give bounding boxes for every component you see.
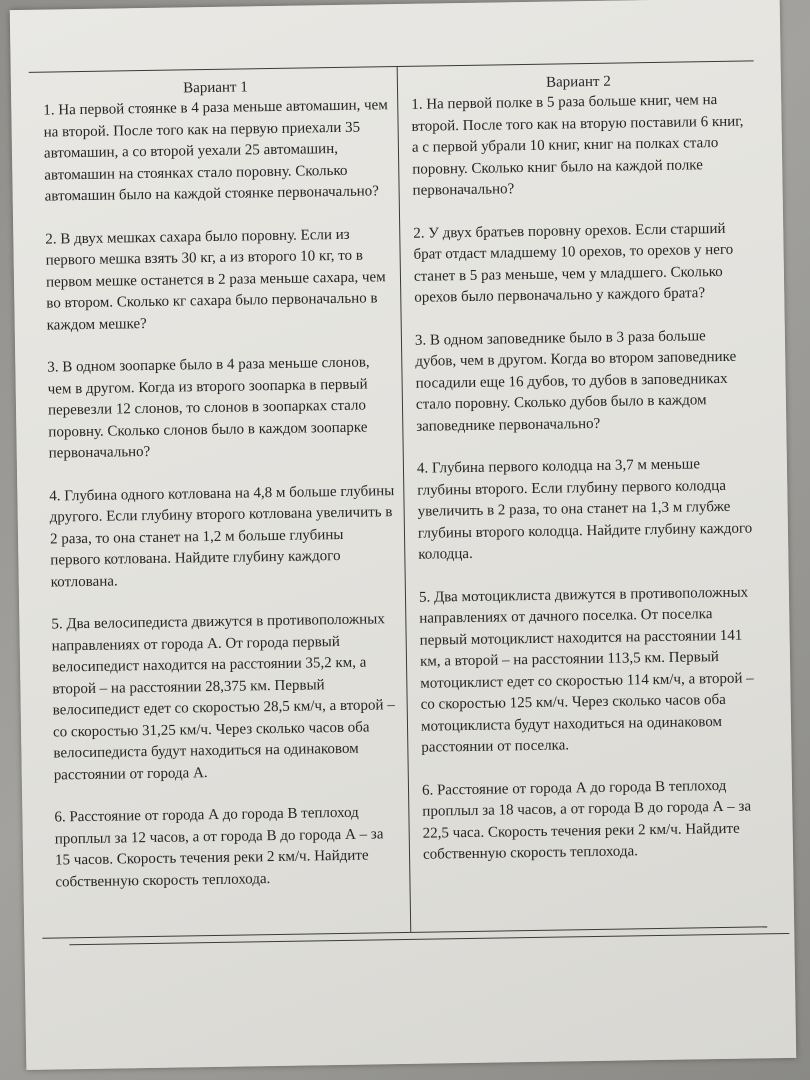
variant-1-problem-1: 1. На первой стоянке в 4 раза меньше автомашин, чем на второй. После того как на первую приехали 35 автомашин, а со второй уехали 25 автомашин, автомашин на стоянках стало поровну. Сколько автомашин было на каждой стоянке первоначально?: [43, 97, 388, 205]
variant-2-problem-1: 1. На первой полке в 5 раза больше книг, чем на второй. После того как на вторую поставили 6 книг, а с первой убрали 10 книг, книг на полках стало поровну. Сколько книг было на каждой полке первоначально?: [411, 92, 744, 199]
variant-1-problem-3: 3. В одном зоопарке было в 4 раза меньше слонов, чем в другом. Когда из второго зоопарка в первый перевезли 12 слонов, то слонов в зоопарках стало поровну. Сколько слонов было в каждом зоопарке первоначально?: [47, 354, 370, 462]
variant-2-problem-6: 6. Расстояние от города А до города В теплоход проплыл за 18 часов, а от города В до города А – за 22,5 часа. Скорость течения реки 2 км/ч. Найдите собственную скорость теплохода.: [421, 777, 752, 863]
variant-1-problem-4: 4. Глубина одного котлована на 4,8 м больше глубины другого. Если глубину второго котлована увеличить в 2 раза, то она станет на 1,2 м больше глубины первого котлована. Найдите глубину каждого котлована.: [49, 482, 395, 591]
variant-2-problem-2: 2. У двух братьев поровну орехов. Если старший брат отдаст младшему 10 орехов, то орехов у него станет в 5 раз меньше, чем у младшего. Сколько орехов было первоначально у каждого брата?: [413, 220, 734, 306]
paper-sheet: [10, 0, 797, 1070]
variant-2-title: Вариант 2: [545, 73, 611, 91]
worksheet-table: [29, 60, 768, 938]
variant-1-problem-6: 6. Расстояние от города А до города В теплоход проплыл за 12 часов, а от города В до города А – за 15 часов. Скорость течения реки 2 км/ч. Найдите собственную скорость теплохода.: [54, 804, 384, 891]
variant-2-problem-3: 3. В одном заповеднике было в 3 раза больше дубов, чем в другом. Когда во втором заповеднике посадили еще 16 дубов, то дубов в заповедниках стало поровну. Сколько дубов было в каждом заповеднике первоначально?: [414, 327, 737, 435]
variant-2-column: [411, 70, 759, 888]
variant-1-problem-5: 5. Два велосипедиста движутся в противоположных направлениях от города А. От города первый велосипедист находится на расстоянии 35,2 км, а второй – на расстоянии 28,375 км. Первый велосипедист едет со скоростью 28,5 км/ч, а второй – со скоростью 31,25 км/ч. Через сколько часов оба велосипедиста будут находиться на одинаковом расстоянии от города А.: [51, 611, 395, 784]
variant-1-problem-2: 2. В двух мешках сахара было поровну. Если из первого мешка взять 30 кг, а из второго 10 кг, то в первом мешке останется в 2 раза меньше сахара, чем во втором. Сколько кг сахара было первоначально в каждом мешке?: [45, 226, 386, 334]
variant-2-problem-5: 5. Два мотоциклиста движутся в противоположных направлениях от дачного поселка. От поселка первый мотоциклист находится на расстоянии 141 км, а второй – на расстоянии 113,5 км. Первый мотоциклист едет со скоростью 114 км/ч, а второй – со скоростью 125 км/ч. Через сколько часов оба мотоциклиста будут находиться на одинаковом расстоянии от поселка.: [418, 584, 754, 756]
variant-1-title: Вариант 1: [183, 79, 248, 97]
variant-2-problem-4: 4. Глубина первого колодца на 3,7 м меньше глубины второго. Если глубину первого колодца увеличить в 2 раза, то она станет на 1,3 м глубже глубины второго колодца. Найдите глубину каждого колодца.: [416, 456, 753, 563]
variant-1-column: [43, 75, 401, 914]
